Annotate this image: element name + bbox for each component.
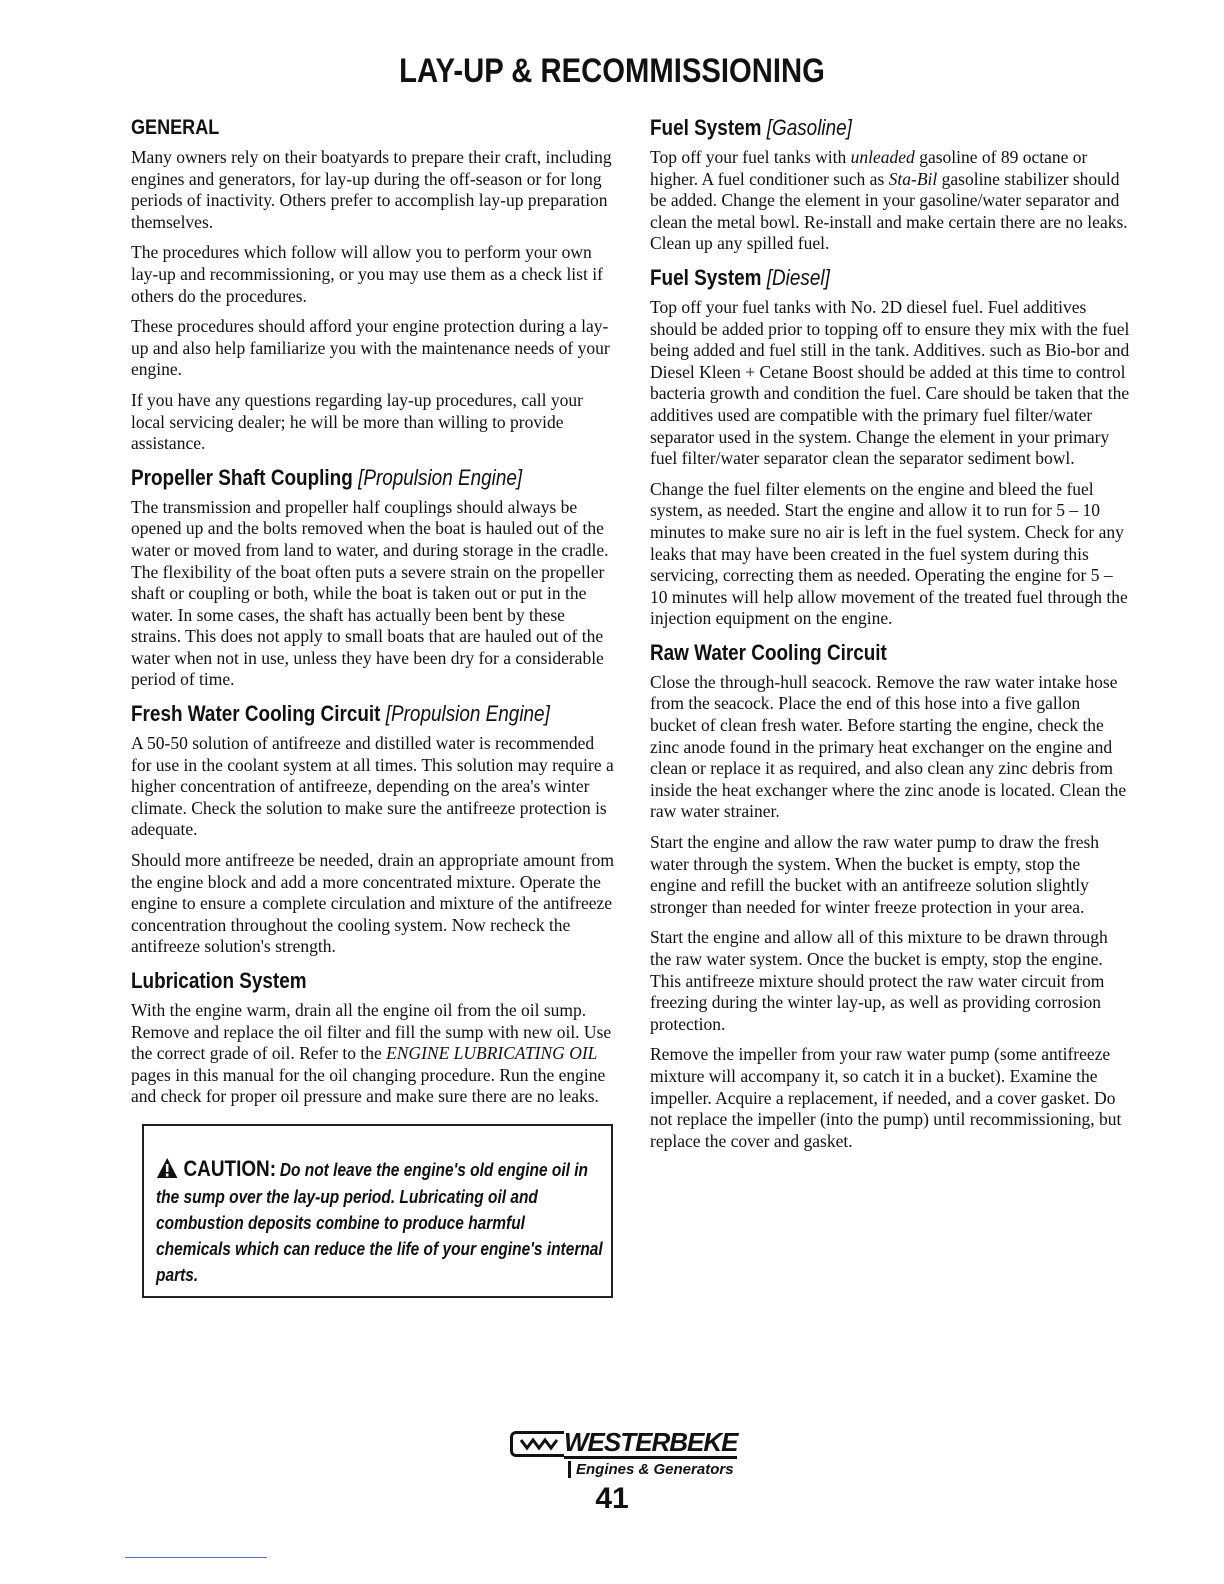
brand-tagline: Engines & Generators (568, 1461, 770, 1478)
fresh-water-heading-sub: [Propulsion Engine] (385, 701, 550, 727)
general-paragraph-4: If you have any questions regarding lay-up procedures, call your local servicing dealer; he will be more than willing to provide assistance. (131, 389, 583, 454)
general-heading: GENERAL (131, 116, 220, 139)
propeller-heading (131, 464, 548, 492)
right-column (650, 114, 1130, 1161)
raw-water-section (650, 639, 1130, 1152)
fuel-diesel-heading-main: Fuel System (650, 264, 762, 290)
wave-logo-icon (510, 1431, 564, 1457)
caution-box (142, 1124, 613, 1298)
lubrication-section (131, 967, 616, 1108)
raw-water-heading: Raw Water Cooling Circuit (650, 639, 887, 665)
fuel-diesel-paragraph-2: Change the fuel filter elements on the engine and bleed the fuel system, as needed. Start the engine and allow it to run for 5 – 10 minutes to make sure no air is left in the fuel system. Check for any leaks that may have been created in the fuel system during this servicing, correcting them as needed. Operating the engine for 5 – 10 minutes will help allow movement of the treated fuel through the injection equipment on the engine. (650, 478, 1128, 629)
general-section (131, 114, 616, 455)
fuel-diesel-heading (650, 264, 1063, 292)
general-paragraph-2: The procedures which follow will allow you to perform your own lay-up and recommissioning, or you may use them as a check list if others do the procedures. (131, 242, 603, 306)
raw-water-paragraph-4: Remove the impeller from your raw water pump (some antifreeze mixture will accompany it, so catch it in a bucket). Examine the impeller. Acquire a replacement, if needed, and a cover gasket. Do not replace the impeller (into the pump) until recommissioning, but replace the cover and gasket. (650, 1044, 1122, 1151)
fuel-gasoline-paragraph: Top off your fuel tanks with unleaded gasoline of 89 octane or higher. A fuel conditioner such as Sta-Bil gasoline stabilizer should be added. Change the element in your gasoline/water separator and clean the metal bowl. Re-install and make certain there are no leaks. Clean up any spilled fuel. (650, 147, 1128, 254)
raw-water-paragraph-2: Start the engine and allow the raw water pump to draw the fresh water through the system. When the bucket is empty, stop the engine and refill the bucket with an antifreeze solution slightly stronger than needed for winter freeze protection in your area. (650, 832, 1100, 917)
brand-name: WESTERBEKE (564, 1427, 738, 1457)
oil-manual-reference: ENGINE LUBRICATING OIL (386, 1043, 598, 1064)
fresh-water-paragraph-1: A 50-50 solution of antifreeze and distilled water is recommended for use in the coolant system at all times. This solution may require a higher concentration of antifreeze, depending on the area's winter climate. Check the solution to make sure the antifreeze protection is adequate. (131, 733, 614, 840)
fresh-water-heading-main: Fresh Water Cooling Circuit (131, 701, 381, 727)
fuel-diesel-section (650, 264, 1130, 630)
lubrication-paragraph: With the engine warm, drain all the engine oil from the oil sump. Remove and replace the oil filter and fill the sump with new oil. Use the correct grade of oil. Refer to the ENGINE LUBRICATING OIL pages in this manual for the oil changing procedure. Run the engine and check for proper oil pressure and make sure there are no leaks. (131, 1000, 612, 1107)
fresh-water-paragraph-2: Should more antifreeze be needed, drain an appropriate amount from the engine block and add a more concentrated mixture. Operate the engine to ensure a complete circulation and mixture of the antifreeze concentration throughout the cooling system. Now recheck the antifreeze solution's strength. (131, 850, 615, 957)
propeller-heading-sub: [Propulsion Engine] (358, 464, 523, 490)
raw-water-paragraph-3: Start the engine and allow all of this mixture to be drawn through the raw water system. Once the bucket is empty, stop the engine. This antifreeze mixture should protect the raw water circuit from freezing during the winter lay-up, as well as providing corrosion protection. (650, 927, 1108, 1034)
fuel-gasoline-heading-sub: [Gasoline] (766, 115, 852, 140)
fuel-diesel-paragraph-1: Top off your fuel tanks with No. 2D diesel fuel. Fuel additives should be added prior to topping off to ensure they mix with the fuel being added and fuel still in the tank. Additives. such as Bio-bor and Diesel Kleen + Cetane Boost should be added at this time to control bacteria growth and condition the fuel. Care should be taken that the additives used are compatible with the primary fuel filter/water separator used in the system. Change the element in your primary fuel filter/water separator clean the separator sediment bowl. (650, 296, 1130, 469)
lubrication-heading: Lubrication System (131, 968, 307, 993)
brand-logo (510, 1428, 770, 1478)
page-title: LAY-UP & RECOMMISSIONING (399, 52, 825, 90)
general-paragraph-3: These procedures should afford your engine protection during a lay-up and also help familiarize you with the maintenance needs of your engine. (131, 316, 610, 380)
propeller-section (131, 464, 616, 691)
page-number: 41 (595, 1482, 629, 1515)
left-column (131, 114, 616, 1298)
caution-text: Do not leave the engine's old engine oil in the sump over the lay-up period. Lubricating oil and combustion deposits combine to produce harmful chemicals which can reduce the life of your engine's internal parts. (156, 1159, 603, 1285)
propeller-paragraph: The transmission and propeller half couplings should always be opened up and the bolts removed when the boat is hauled out of the water or moved from land to water, and during storage in the cradle. The flexibility of the boat often puts a severe strain on the propeller shaft or coupling or both, while the boat is taken out or put in the water. In some cases, the shaft has actually been bent by these strains. This does not apply to small boats that are hauled out of the water when not in use, unless they have been dry for a considerable period of time. (131, 496, 609, 690)
scan-edge-line (125, 1557, 267, 1558)
raw-water-paragraph-1: Close the through-hull seacock. Remove the raw water intake hose from the seacock. Place the end of this hose into a five gallon bucket of clean fresh water. Before starting the engine, check the zinc anode found in the primary heat exchanger on the engine and clean or replace it as required, and also clean any zinc debris from inside the heat exchanger where the zinc anode is located. Clean the raw water strainer. (650, 671, 1127, 822)
caution-label: CAUTION: (183, 1155, 277, 1181)
fuel-gasoline-heading (650, 114, 1063, 142)
fuel-gasoline-heading-main: Fuel System (650, 115, 762, 140)
general-paragraph-1: Many owners rely on their boatyards to prepare their craft, including engines and generators, for lay-up during the off-season or for long periods of inactivity. Others prefer to accomplish lay-up preparation themselves. (131, 147, 612, 232)
propeller-heading-main: Propeller Shaft Coupling (131, 464, 353, 490)
fresh-water-section (131, 700, 616, 958)
fuel-gasoline-section (650, 114, 1130, 255)
fresh-water-heading (131, 700, 548, 728)
warning-icon (156, 1157, 178, 1184)
fuel-diesel-heading-sub: [Diesel] (766, 264, 830, 290)
